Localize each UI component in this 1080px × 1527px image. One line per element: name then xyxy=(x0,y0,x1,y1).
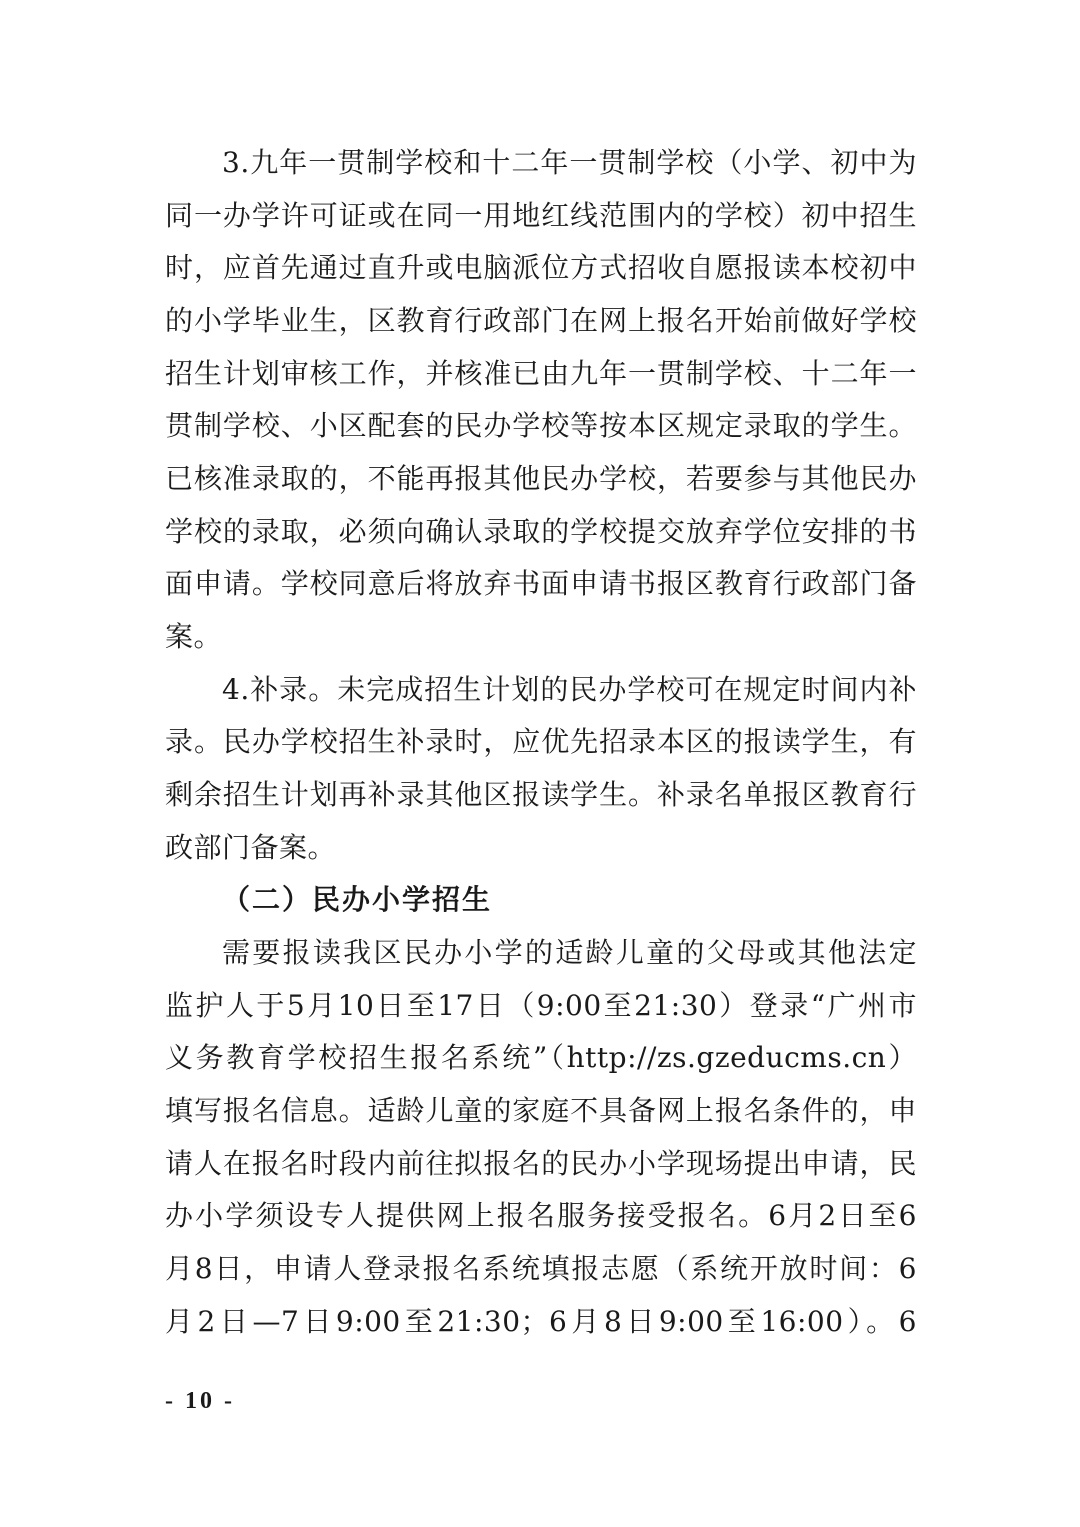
paragraph-4-line-2: 录。民办学校招生补录时，应优先招录本区的报读学生，有 xyxy=(165,725,917,758)
paragraph-3-line-3: 时，应首先通过直升或电脑派位方式招收自愿报读本校初中 xyxy=(165,251,917,284)
paragraph-3-line-4: 的小学毕业生，区教育行政部门在网上报名开始前做好学校 xyxy=(165,304,917,337)
paragraph-5-line-4: 填写报名信息。适龄儿童的家庭不具备网上报名条件的，申 xyxy=(165,1094,917,1127)
paragraph-5-line-2: 监护人于5月10日至17日（9:00至21:30）登录“广州市 xyxy=(165,989,917,1022)
paragraph-3-line-9: 面申请。学校同意后将放弃书面申请书报区教育行政部门备 xyxy=(165,567,917,600)
paragraph-3-line-8: 学校的录取，必须向确认录取的学校提交放弃学位安排的书 xyxy=(165,515,917,548)
paragraph-5-line-6: 办小学须设专人提供网上报名服务接受报名。6月2日至6 xyxy=(165,1199,917,1232)
paragraph-3-line-10: 案。 xyxy=(165,620,223,653)
paragraph-5-line-7: 月8日，申请人登录报名系统填报志愿（系统开放时间：6 xyxy=(165,1252,917,1285)
paragraph-3-line-5: 招生计划审核工作，并核准已由九年一贯制学校、十二年一 xyxy=(165,357,917,390)
paragraph-3-line-6: 贯制学校、小区配套的民办学校等按本区规定录取的学生。 xyxy=(165,409,917,442)
paragraph-3-line-2: 同一办学许可证或在同一用地红线范围内的学校）初中招生 xyxy=(165,199,917,232)
paragraph-5-line-5: 请人在报名时段内前往拟报名的民办小学现场提出申请，民 xyxy=(165,1147,917,1180)
paragraph-3-line-1: 3.九年一贯制学校和十二年一贯制学校（小学、初中为 xyxy=(222,146,917,179)
paragraph-5-line-3: 义务教育学校招生报名系统”（http://zs.gzeducms.cn） xyxy=(165,1041,917,1074)
section-heading: （二）民办小学招生 xyxy=(222,883,493,916)
paragraph-5-line-8: 月2日—7日9:00至21:30；6月8日9:00至16:00）。6 xyxy=(165,1305,917,1338)
paragraph-4-line-1: 4.补录。未完成招生计划的民办学校可在规定时间内补 xyxy=(222,673,917,706)
paragraph-5-line-1: 需要报读我区民办小学的适龄儿童的父母或其他法定 xyxy=(222,936,917,969)
page-number: - 10 - xyxy=(165,1388,235,1414)
paragraph-4-line-3: 剩余招生计划再补录其他区报读学生。补录名单报区教育行 xyxy=(165,778,917,811)
paragraph-4-line-4: 政部门备案。 xyxy=(165,831,337,864)
paragraph-3-line-7: 已核准录取的，不能再报其他民办学校，若要参与其他民办 xyxy=(165,462,917,495)
